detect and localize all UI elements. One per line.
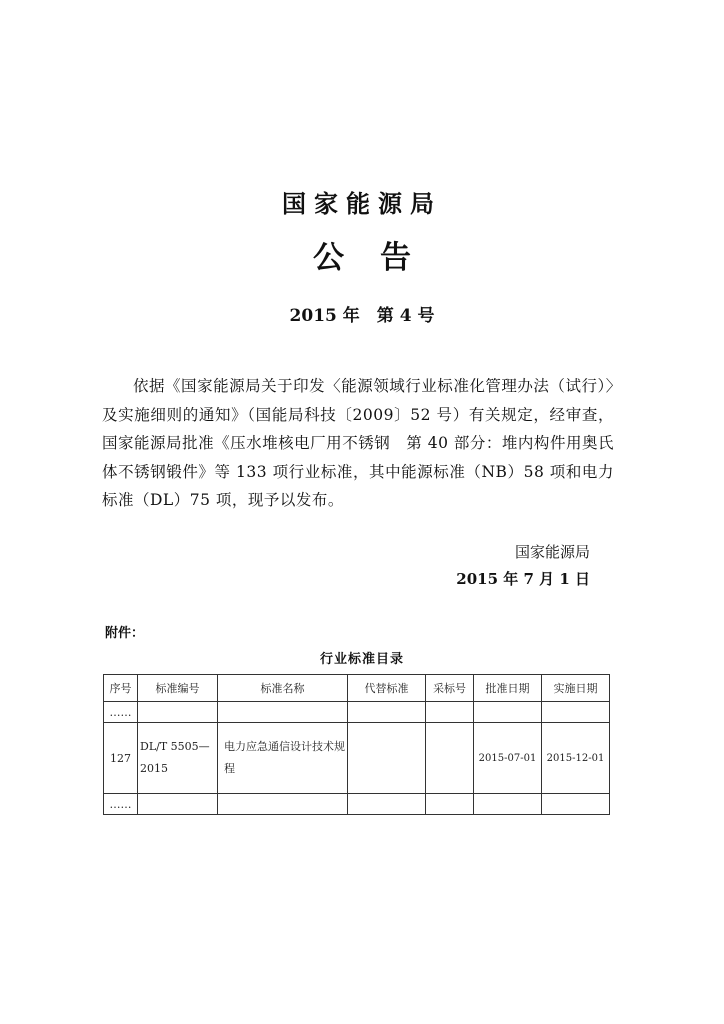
table-row xyxy=(104,794,610,815)
table-header-row xyxy=(104,675,610,702)
ellipsis-cell: …… xyxy=(104,794,138,815)
column-header-replace: 代替标准 xyxy=(348,675,426,702)
implement-date: 2015-12-01 xyxy=(542,723,610,794)
attachment-label: 附件： xyxy=(105,626,145,641)
standard-code: DL/T 5505—2015 xyxy=(138,723,218,794)
replaced-standard xyxy=(348,723,426,794)
column-header-name: 标准名称 xyxy=(218,675,348,702)
standards-catalog-table xyxy=(103,674,610,815)
column-header-adopt: 采标号 xyxy=(426,675,474,702)
issuing-organization: 国家能源局 xyxy=(282,190,442,218)
ellipsis-cell: …… xyxy=(104,702,138,723)
approve-date: 2015-07-01 xyxy=(474,723,542,794)
row-number: 127 xyxy=(104,723,138,794)
standard-name: 电力应急通信设计技术规程 xyxy=(218,723,348,794)
notice-title: 公告 xyxy=(313,240,447,276)
table-row xyxy=(104,723,610,794)
column-header-no: 序号 xyxy=(104,675,138,702)
issue-number: 2015 年 第 4 号 xyxy=(289,306,435,326)
table-row xyxy=(104,702,610,723)
catalog-title: 行业标准目录 xyxy=(319,652,404,667)
notice-body-paragraph: 依据《国家能源局关于印发〈能源领域行业标准化管理办法（试行）〉及实施细则的通知》（国能局科技〔2009〕52 号）有关规定，经审查，国家能源局批准《压水堆核电厂用不锈钢 第 40 部分：堆内构件用奥氏体不锈钢锻件》等 133 项行业标准，其中能源标准（NB）58 项和电力标准（DL）75 项，现予以发布。 xyxy=(102,377,614,509)
column-header-code: 标准编号 xyxy=(138,675,218,702)
column-header-implement-date: 实施日期 xyxy=(542,675,610,702)
column-header-approve-date: 批准日期 xyxy=(474,675,542,702)
adopted-standard xyxy=(426,723,474,794)
signature-date: 2015 年 7 月 1 日 xyxy=(456,570,590,588)
signature-organization: 国家能源局 xyxy=(514,543,590,561)
